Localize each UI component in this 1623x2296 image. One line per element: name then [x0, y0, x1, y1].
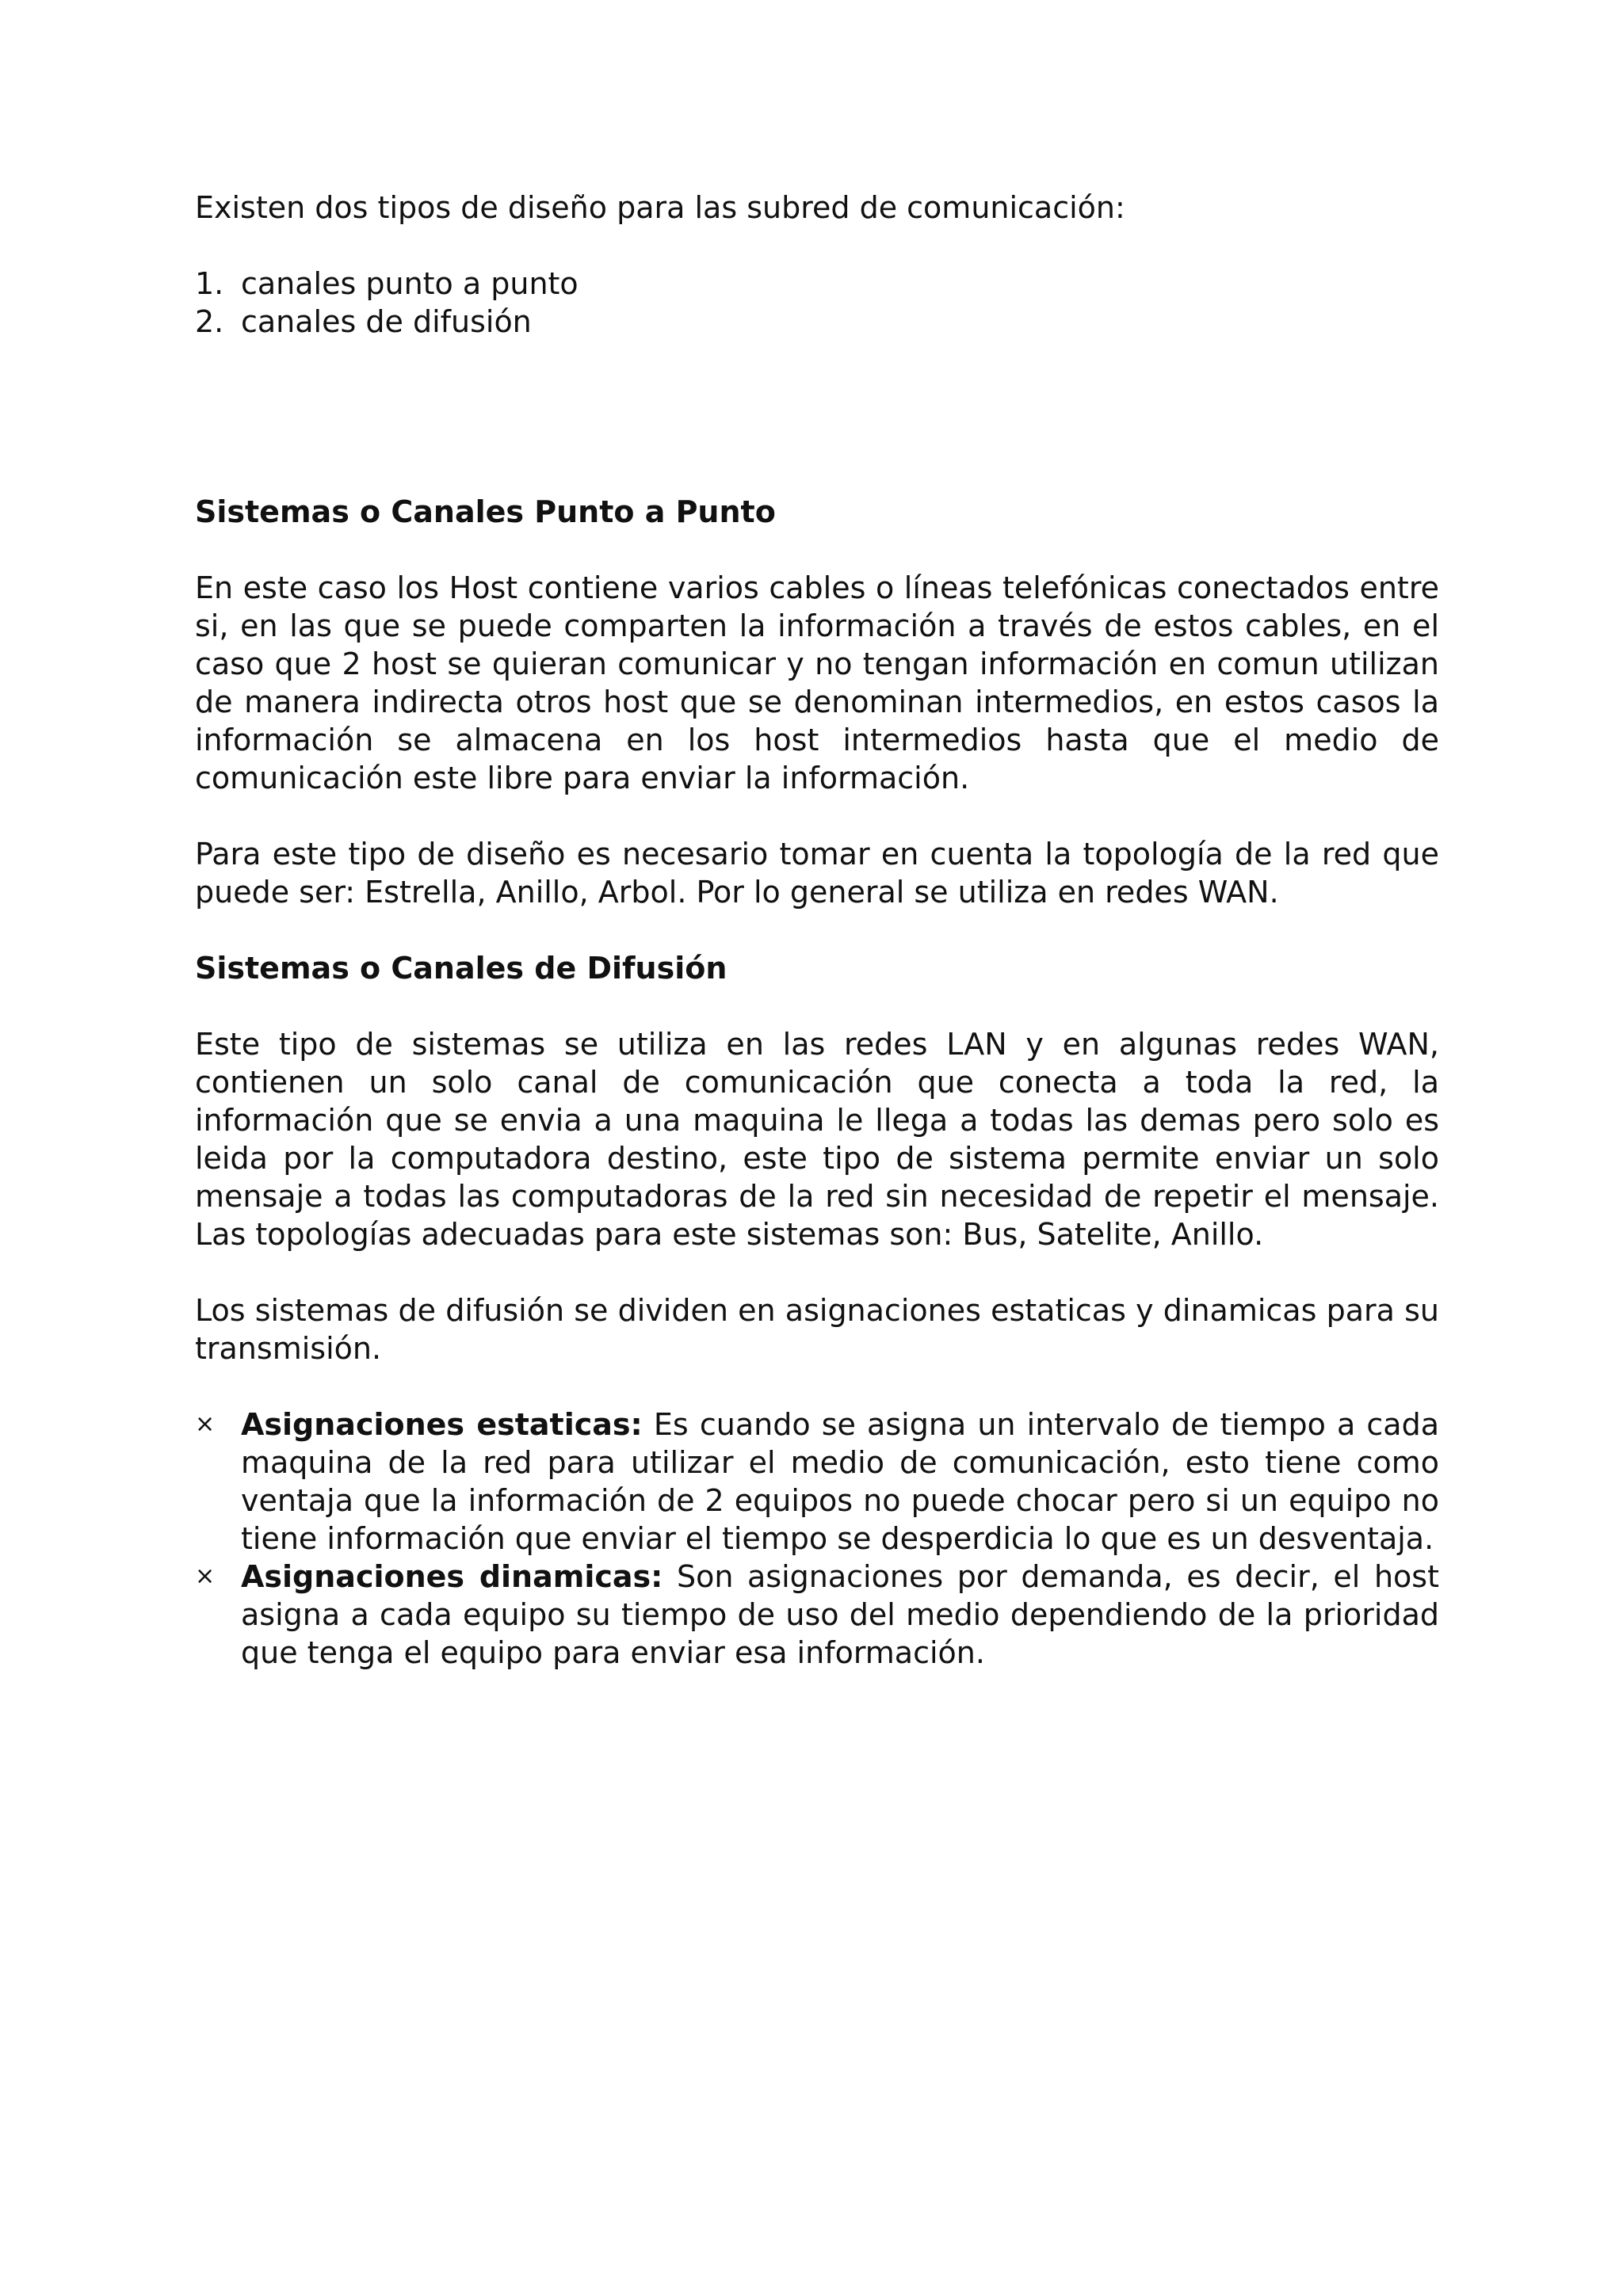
spacer: [195, 911, 1439, 949]
list-item-text: canales de difusión: [241, 304, 532, 339]
bullet-term: Asignaciones estaticas:: [241, 1407, 643, 1442]
document-body: [195, 189, 1439, 1672]
spacer: [195, 1253, 1439, 1291]
section-heading-point-to-point: Sistemas o Canales Punto a Punto: [195, 494, 776, 529]
intro-paragraph: Existen dos tipos de diseño para las subred de comunicación:: [195, 190, 1125, 225]
list-number: 1.: [195, 266, 224, 301]
list-item-text: canales punto a punto: [241, 266, 579, 301]
spacer: [195, 1367, 1439, 1405]
paragraph: Este tipo de sistemas se utiliza en las redes LAN y en algunas redes WAN, contienen un solo canal de comunicación que conecta a toda la red, la información que se envia a una maquina le llega a todas las demas pero solo es leida por la computadora destino, este tipo de sistema permite enviar un solo mensaje a todas las computadoras de la red sin necesidad de repetir el mensaje. Las topologías adecuadas para este sistemas son: Bus, Satelite, Anillo.: [195, 1027, 1439, 1252]
paragraph: En este caso los Host contiene varios cables o líneas telefónicas conectados entre si, en las que se puede comparten la información a través de estos cables, en el caso que 2 host se quieran comunicar y no tengan información en comun utilizan de manera indirecta otros host que se denominan intermedios, en estos casos la información se almacena en los host intermedios hasta que el medio de comunicación este libre para enviar la información.: [195, 570, 1439, 795]
spacer: [195, 987, 1439, 1025]
assignment-types-list: [195, 1405, 1439, 1672]
bullet-description: Son asignaciones por demanda, es decir, el host asigna a cada equipo su tiempo de uso del medio dependiendo de la prioridad que tenga el equipo para enviar esa información.: [241, 1559, 1439, 1670]
cross-bullet-icon: ×: [195, 1410, 216, 1438]
bullet-item: [195, 1558, 1439, 1672]
section-heading-broadcast: Sistemas o Canales de Difusión: [195, 951, 727, 986]
bullet-text: [241, 1558, 1439, 1672]
paragraph: Para este tipo de diseño es necesario tomar en cuenta la topología de la red que puede ser: Estrella, Anillo, Arbol. Por lo general se utiliza en redes WAN.: [195, 837, 1439, 910]
list-item: [195, 265, 1439, 303]
spacer: [195, 341, 1439, 493]
spacer: [195, 797, 1439, 835]
bullet-text: [241, 1405, 1439, 1558]
cross-bullet-icon: ×: [195, 1562, 216, 1590]
bullet-item: [195, 1405, 1439, 1558]
list-number: 2.: [195, 304, 224, 339]
spacer: [195, 531, 1439, 569]
bullet-description: Es cuando se asigna un intervalo de tiempo a cada maquina de la red para utilizar el medio de comunicación, esto tiene como ventaja que la información de 2 equipos no puede chocar pero si un equipo no tiene información que enviar el tiempo se desperdicia lo que es un desventaja.: [241, 1407, 1439, 1556]
paragraph: Los sistemas de difusión se dividen en asignaciones estaticas y dinamicas para su transmisión.: [195, 1293, 1439, 1366]
list-item: [195, 303, 1439, 341]
design-types-list: [195, 265, 1439, 341]
bullet-term: Asignaciones dinamicas:: [241, 1559, 663, 1594]
